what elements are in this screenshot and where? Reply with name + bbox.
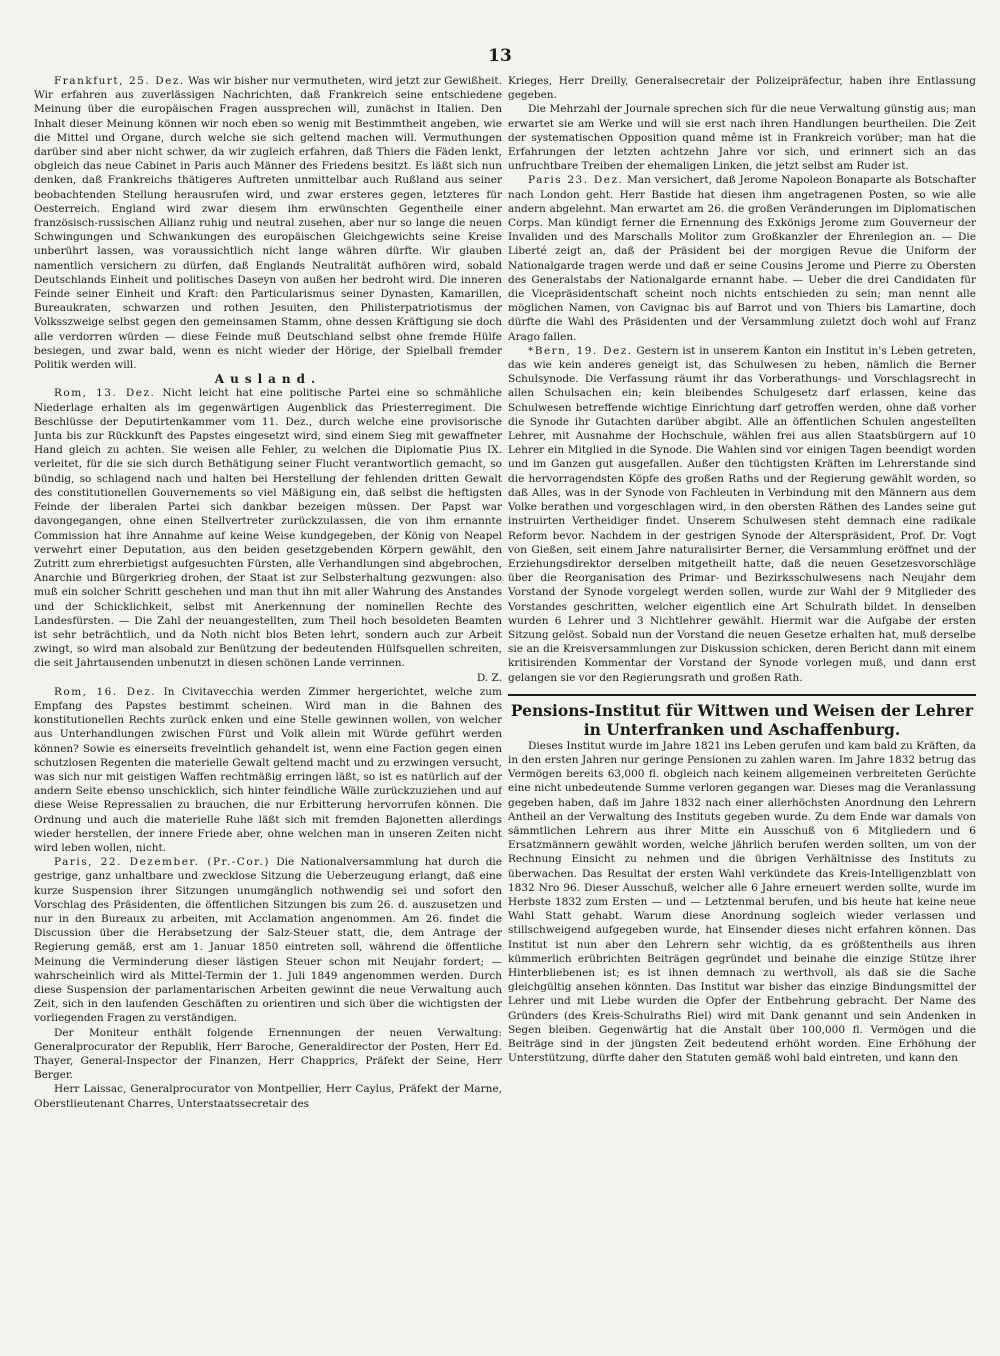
article-text: Man versichert, daß Jerome Napoleon Bonaparte als Botschafter nach London geht. Herr Bastide hat diesen ihm angetragenen Posten, so wie alle andern abgelehnt. Man erwartet am 26. die großen Veränderungen im Diplomatischen Corps. Man kündigt ferner die Ernennung des Exkönigs Jerome zum Gouverneur der Invaliden und des Marschalls Molitor zum Großkanzler der Ehrenlegion an. — Die Liberté zeigt an, daß der Präsident bei der morgigen Revue die Uniform der Nationalgarde tragen werde und daß er seine Cousins Jerome und Pierre zu Obersten des Generalstabs der Nationalgarde ernannt habe. — Ueber die drei Candidaten für die Vicepräsidentschaft scheint noch nichts entschieden zu sein; man nennt alle möglichen Namen, von Cavignac bis auf Barrot und von Thiers bis Lamartine, doch dürfte die Wahl des Präsidenten und der Versammlung zuletzt doch wohl auf Franz Arago fallen. xyxy=(508,174,976,343)
article-dateline: Frankfurt, 25. Dez. xyxy=(54,75,185,87)
article-text: In Civitavecchia werden Zimmer hergerichtet, welche zum Empfang des Papstes bestimmt scheinen. Wird man in die Bahnen des konstitutionellen Rechts zurück enken und eine Stelle gewinnen wollen, von welcher aus Unterhandlungen zwischen Fürst und Volk allein mit Würde geführt werden können? Sowie es einerseits frevelntlich gehandelt ist, wenn eine Faction gegen einen schutzlosen Regenten die materielle Gewalt geltend macht und zu erzwingen versucht, was sich nur mit geistigen Waffen rechtmäßig erringen läßt, so ist es natürlich auf der andern Seite ebenso unschicklich, sich hinter feindliche Wälle zurückzuziehen und auf diese Weise Repressalien zu brauchen, die nur Erbitterung hervorrufen können. Die Ordnung und auch die materielle Ruhe läßt sich mit fremden Bajonetten allerdings wieder herstellen, der innere Friede aber, ohne welchen man in unseren Zeiten nicht wird leben wollen, nicht. xyxy=(34,685,502,854)
article-paragraph xyxy=(34,386,502,670)
article-text: Der Moniteur enthält folgende Ernennungen der neuen Verwaltung: Generalprocurator der Republik, Herr Baroche, Generaldirector der Posten, Herr Ed. Thayer, General-Inspector der Finanzen, Herr Chapprics, Präfekt der Seine, Herr Berger. xyxy=(34,1026,502,1082)
article-signature: D. Z. xyxy=(476,671,502,684)
article-paragraph xyxy=(508,102,976,173)
article-dateline: *Bern, 19. Dez. xyxy=(528,344,633,357)
article-text: Gestern ist in unserem Kanton ein Institut in's Leben getreten, das wie kein anderes geneigt ist, das Schulwesen zu heben, nämlich die Berner Schulsynode. Die Verfassung räumt ihr das Vorberathungs- und Vorschlagsrecht in allen Schulsachen ein; kein bleibendes Schulgesetz darf erlassen, keine das Schulwesen betreffende wichtige Einrichtung darf getroffen werden, ohne daß vorher die Synode ihr Gutachten darüber abgibt. Alle an öffentlichen Schulen angestellten Lehrer, mit Ausnahme der Hochschule, wählen frei aus allen Staatsbürgern auf 10 Lehrer ein Mitglied in die Synode. Die Wahlen sind vor einigen Tagen beendigt worden und im Ganzen gut ausgefallen. Außer den tüchtigsten Kräften im Lehrerstande sind die hervorragendsten Köpfe des großen Raths und der Regierung gewählt worden, so daß Alles, was in der Synode von Fachleuten in Verbindung mit den Männern aus dem Volke berathen und vorgeschlagen wird, in den obersten Räthen des Landes seine gut instruirten Vertheidiger findet. Unserem Schulwesen steht demnach eine radikale Reform bevor. Nachdem in der gestrigen Synode der Alterspräsident, Prof. Dr. Vogt von Gießen, seit einem Jahre naturalisirter Berner, die Versammlung eröffnet und der Erziehungsdirektor derselben mitgetheilt hatte, daß die neuen Gesetzesvorschläge über die Reorganisation des Primar- und Bezirksschulwesens nach Neujahr dem Vorstand der Synode vorgelegt werden sollen, wurde zur Wahl der 9 Mitglieder des Vorstandes geschritten, welcher eigentlich eine Art Schulrath bildet. In denselben wurden 6 Lehrer und 3 Nichtlehrer gewählt. Hiermit war die Aufgabe der ersten Sitzung gelöst. Sobald nun der Vorstand die neuen Gesetze erhalten hat, muß derselbe sie an die Kreisversammlungen zur Diskussion schicken, deren Bericht dann mit einem kritisirenden Kommentar der Vorstand der Synode vorlegen muß, und dann erst gelangen sie vor den Regierungsrath und großen Rath. xyxy=(508,344,976,684)
article-paragraph xyxy=(34,855,502,1025)
article-paragraph xyxy=(34,1026,502,1083)
article-paragraph xyxy=(508,344,976,685)
pension-institute-heading: Pensions-Institut für Wittwen und Weisen der Lehrer in Unterfranken und Aschaffenburg. xyxy=(510,700,974,739)
article-paragraph xyxy=(34,1082,502,1110)
page-number: 13 xyxy=(488,46,512,66)
article-text: Was wir bisher nur vermutheten, wird jetzt zur Gewißheit. Wir erfahren aus zuverlässigen Nachrichten, daß Frankreich seine entschiedene Meinung über die europäischen Fragen aussprechen will, zunächst in Italien. Den Inhalt dieser Meinung können wir noch eben so wenig mit Bestimmtheit angeben, wie die Mittel und Organe, durch welche sie sich geltend machen will. Vermuthungen darüber sind aber nicht schwer, da wir zugleich erfahren, daß Thiers die Fäden lenkt, obgleich das neue Cabinet in Paris auch Männer des Friedens besitzt. Es läßt sich nun denken, daß Frankreichs thätigeres Auftreten unmittelbar auch Rußland aus seiner beobachtenden Stellung herausrufen wird, und zwar ersteres gegen, letzteres für Oesterreich. England wird zwar diesem ihm erwünschten Gegentheile einer französisch-russischen Allianz ruhig und neutral zusehen, aber nur so lange die neuen Schwingungen und Schwankungen des europäischen Gleichgewichts seine Kreise unberührt lassen, was voraussichtlich nicht lange währen dürfte. Wir glauben namentlich versichern zu dürfen, daß Englands Neutralität aufhören wird, sobald Deutschlands Einheit und politisches Daseyn von außen her bedroht wird. Die inneren Feinde seiner Einheit und Kraft: den Particularismus seiner Dynasten, Kamarillen, Bureaukraten, schwarzen und rothen Jesuiten, den Philisterpatriotismus der Volksszweige selbst gegen den gemeinsamen Stamm, ohne dessen Kräftigung sie doch alle verdorren würden — diese Feinde muß Deutschland selbst ohne fremde Hülfe besiegen, und zwar bald, wenn es nicht wieder der Hörige, der Spielball fremder Politik werden will. xyxy=(34,75,502,372)
article-text: Nicht leicht hat eine politische Partei eine so schmähliche Niederlage erhalten als im gegenwärtigen Augenblick das Priesterregiment. Die Beschlüsse der Deputirtenkammer vom 11. Dez., durch welche eine provisorische Junta bis zur Rückkunft des Papstes eingesetzt wird, sind einem Sieg mit gewaffneter Hand gleich zu achten. Sie weisen alle Fehler, zu welchen die Diplomatie Pius IX. verleitet, für die sie sich durch Bethätigung seiner Flucht verantwortlich gemacht, so bündig, so schlagend nach und halten bei Herstellung der fehlenden dritten Gewalt des constitutionellen Gouvernements so viel Mäßigung ein, daß selbst die heftigsten Feinde der liberalen Partei sich dankbar bezeigen müssen. Der Papst war davongegangen, ohne einen Stellvertreter zurückzulassen, die von ihm ernannte Commission hat ihre Annahme auf keine Weise kundgegeben, der König von Neapel verwehrt einer Deputation, aus den beiden gesetzgebenden Körpern gewählt, den Zutritt zum ehrerbietigst aufgesuchten Fürsten, alle Verhandlungen sind abgebrochen, Anarchie und Bürgerkrieg drohen, der Staat ist zur Selbsterhaltung gezwungen: also muß ein solcher Schritt geschehen und man thut ihn mit aller Wahrung des Anstandes und der Schicklichkeit, selbst mit Anerkennung der nominellen Rechte des Landesfürsten. — Die Zahl der neuangestellten, zum Theil hoch besoldeten Beamten ist sehr beträchtlich, und da Noth nicht blos Beten lehrt, sondern auch zur Arbeit zwingt, so wird man alsobald zur Benützung der bedeutenden Hülfsquellen schreiten, die seit Jahrtausenden unbenutzt in diesen schönen Lande verrinnen. xyxy=(34,387,502,670)
article-text: Herr Laissac, Generalprocurator von Montpellier, Herr Caylus, Präfekt der Marne, Oberstlieutenant Charres, Unterstaatssecretair des xyxy=(34,1083,502,1110)
article-paragraph xyxy=(34,74,502,372)
pension-paragraph: Dieses Institut wurde im Jahre 1821 ins Leben gerufen und kam bald zu Kräften, da in den ersten Jahren nur geringe Pensionen zu zahlen waren. Im Jahre 1832 betrug das Vermögen bereits 63,000 fl. obgleich nach keinem allgemeinen verbreiteten Gerüchte eine nicht unbedeutende Summe verloren gegangen war. Dieses mag die Veranlassung gegeben haben, daß im Jahre 1832 nach einer allerhöchsten Anordnung den Lehrern Antheil an der Verwaltung des Instituts gegeben wurde. Zu dem Ende war damals von sämmtlichen Lehrern aus ihrer Mitte ein Ausschuß von 6 Mitgliedern und 6 Ersatzmännern gewählt worden, welche jährlich berufen werden sollten, um von der Rechnung Einsicht zu nehmen und die übrigen Verhältnisse des Instituts zu überwachen. Das Resultat der ersten Wahl verkündete das Kreis-Intelligenzblatt von 1832 Nro 96. Dieser Ausschuß, welcher alle 6 Jahre erneuert werden sollte, wurde im Herbste 1832 zum Ersten — und — Letztenmal berufen, und bis heute hat keine neue Wahl Statt gehabt. Warum diese Anordnung sogleich wieder verlassen und stillschweigend aufgegeben wurde, hat Einsender dieses nicht erfahren können. Das Institut ist nun aber den Lehrern sehr wichtig, da es größtentheils aus ihren kümmerlich erübrichten Beiträgen gegründet und beinahe die einzige Stütze ihrer Hinterbliebenen ist; es ist ihnen demnach zu werthvoll, als daß sie die Sache gleichgültig ansehen könnten. Das Institut war bisher das einzige Bindungsmittel der Lehrer und mit Liebe wurden die Opfer der Entbehrung gebracht. Der Name des Gründers (des Kreis-Schulraths Riel) wird mit Dank genannt und sein Andenken in Segen bleiben. Gegenwärtig hat die Anstalt über 100,000 fl. Vermögen und die Beiträge sind in der jüngsten Zeit bedeutend erhöht worden. Eine Erhöhung der Unterstützung, dürfte daher den Statuten gemäß wohl bald eintreten, und kann den xyxy=(508,739,976,1065)
article-dateline: Rom, 13. Dez. xyxy=(54,387,156,400)
article-dateline: Paris, 22. Dezember. (Pr.-Cor.) xyxy=(54,856,270,869)
right-articles xyxy=(508,74,976,685)
article-text: Krieges, Herr Dreilly, Generalsecretair der Polizeipräfectur, haben ihre Entlassung gegeben. xyxy=(508,75,976,102)
pension-institute-body xyxy=(508,739,976,1066)
left-column xyxy=(34,74,502,1346)
article-paragraph xyxy=(508,173,976,343)
article-dateline: Rom, 16. Dez. xyxy=(54,685,157,698)
article-text: Die Mehrzahl der Journale sprechen sich für die neue Verwaltung günstig aus; man erwartet sie am Werke und will sie erst nach ihren Handlungen beurtheilen. Die Zeit der systematischen Opposition quand même ist in Frankreich vorüber; man hat die Erfahrungen der letzten achtzehn Jahre vor sich, und erinnert sich an das unfruchtbare Treiben der ehemaligen Linken, die jetzt selbst am Ruder ist. xyxy=(508,103,976,173)
article-text: Die Nationalversammlung hat durch die gestrige, ganz unhaltbare und zwecklose Sitzung die Ueberzeugung erlangt, daß eine kurze Suspension ihrer Sitzungen unumgänglich nothwendig sei und sofort den Vorschlag des Präsidenten, die öffentlichen Sitzungen bis zum 26. d. auszusetzen und nur in den Bureaux zu arbeiten, mit Acclamation angenommen. Am 26. findet die Discussion über die Herabsetzung der Salz-Steuer statt, die, dem Antrage der Regierung gemäß, erst am 1. Januar 1850 eintreten soll, während die öffentliche Meinung die Verminderung dieser lästigen Steuer schon mit Neujahr fordert; — wahrscheinlich wird als Mittel-Termin der 1. Juli 1849 angenommen werden. Durch diese Suspension der parlamentarischen Arbeiten gewinnt die neue Verwaltung auch Zeit, sich in den laufenden Geschäften zu orientiren und sich über die wichtigsten der vorliegenden Fragen zu verständigen. xyxy=(34,856,502,1025)
section-rule xyxy=(508,694,976,696)
section-heading: Ausland. xyxy=(214,372,322,387)
article-paragraph xyxy=(508,74,976,102)
article-paragraph xyxy=(34,685,502,855)
article-dateline: Paris 23. Dez. xyxy=(528,174,624,187)
right-column xyxy=(508,74,976,1346)
